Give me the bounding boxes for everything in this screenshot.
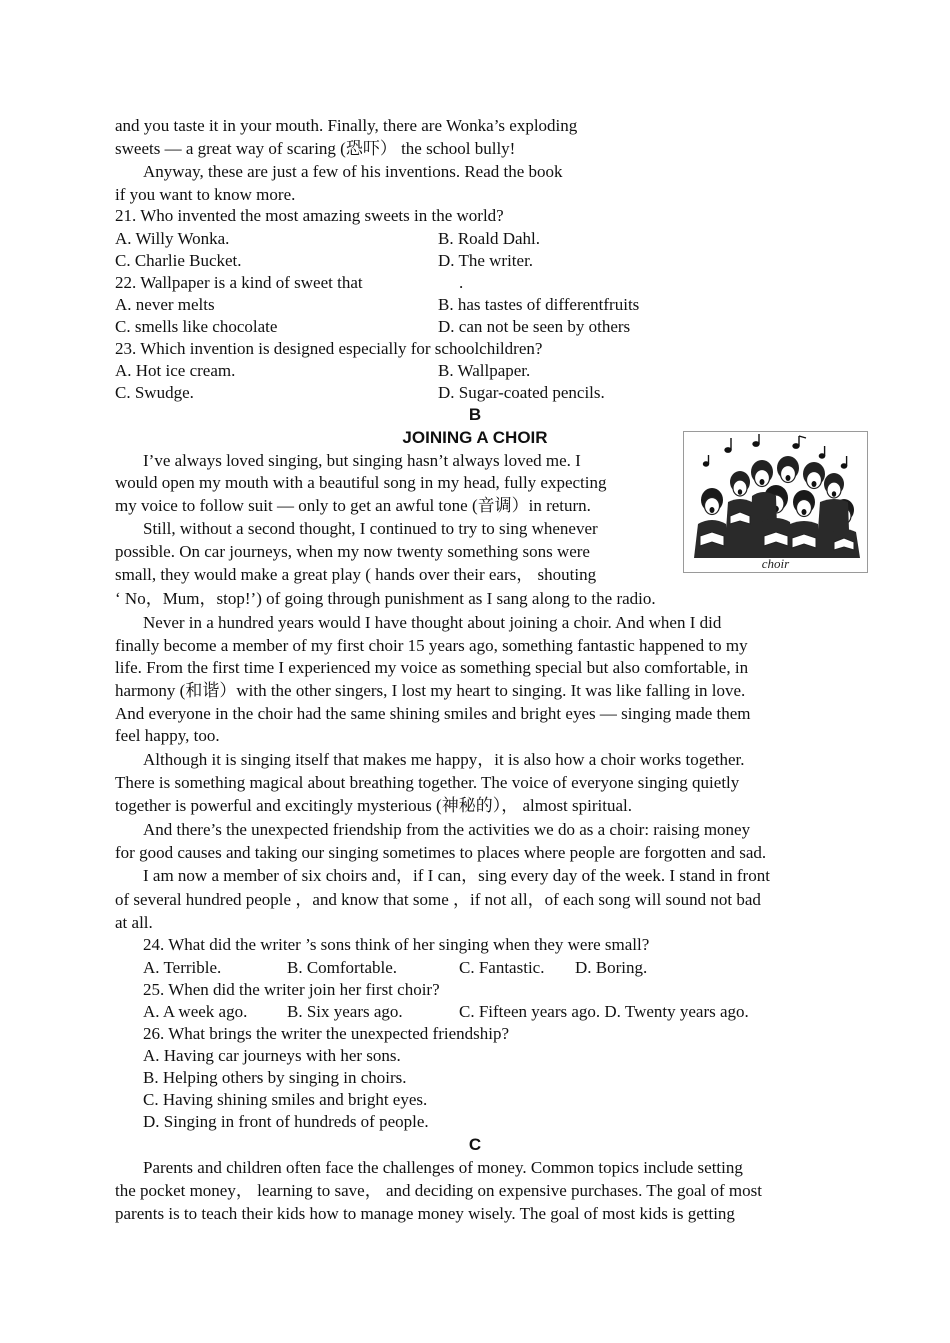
option-26-a: A. Having car journeys with her sons. [143,1046,401,1065]
option-22-d: D. can not be seen by others [438,317,631,336]
question-26: 26. What brings the writer the unexpected friendship? [143,1024,510,1043]
option-25-a: A. A week ago. [143,1002,248,1021]
passage-b-line: And everyone in the choir had the same shining smiles and bright eyes — singing made them [115,704,751,723]
question-25: 25. When did the writer join her first choir? [143,980,440,999]
option-25-cd: C. Fifteen years ago. D. Twenty years ago. [459,1002,749,1021]
option-23-b: B. Wallpaper. [438,361,531,380]
passage-b-line: of several hundred people ，and know that some ，if not all，of each song will sound not bad [115,890,761,909]
option-24-a: A. Terrible. [143,958,222,977]
passage-b-line: my voice to follow suit — only to get an awful tone (音调）in return. [115,496,591,515]
passage-b-line: Still, without a second thought, I continued to try to sing whenever [143,519,598,538]
question-22: 22. Wallpaper is a kind of sweet that [115,273,363,292]
choir-illustration [684,432,867,558]
choir-image [683,431,868,573]
option-21-b: B. Roald Dahl. [438,229,540,248]
section-b-title: JOINING A CHOIR [402,428,548,447]
option-24-c: C. Fantastic. [459,958,545,977]
passage-b-line: harmony (和谐）with the other singers, I lost my heart to singing. It was like falling in love. [115,681,746,700]
option-22-a: A. never melts [115,295,215,314]
passage-b-line: for good causes and taking our singing sometimes to places where people are forgotten and sad. [115,843,767,862]
option-26-c: C. Having shining smiles and bright eyes. [143,1090,428,1109]
passage-b-line: small, they would make a great play ( hands over their ears， shouting [115,565,597,584]
option-26-b: B. Helping others by singing in choirs. [143,1068,407,1087]
option-22-b: B. has tastes of differentfruits [438,295,640,314]
option-26-d: D. Singing in front of hundreds of people. [143,1112,429,1131]
passage-b-line: I am now a member of six choirs and，if I can，sing every day of the week. I stand in front [143,866,770,885]
passage-b-line: together is powerful and excitingly mysterious (神秘的）， almost spiritual. [115,796,632,815]
option-23-a: A. Hot ice cream. [115,361,236,380]
passage-b-line: possible. On car journeys, when my now twenty something sons were [115,542,590,561]
section-c-label: C [468,1135,482,1154]
passage-a-line: Anyway, these are just a few of his inventions. Read the book [143,162,563,181]
choir-caption: choir [761,556,790,571]
passage-b-line: There is something magical about breathing together. The voice of everyone singing quietly [115,773,740,792]
option-22-c: C. smells like chocolate [115,317,278,336]
passage-b-line: ‘ No，Mum，stop!’) of going through punishment as I sang along to the radio. [115,589,656,608]
passage-b-line: Although it is singing itself that makes me happy，it is also how a choir works together. [143,750,745,769]
option-21-c: C. Charlie Bucket. [115,251,242,270]
question-22-blank: . [459,273,464,292]
passage-b-line: would open my mouth with a beautiful song in my head, fully expecting [115,473,607,492]
question-23: 23. Which invention is designed especially for schoolchildren? [115,339,543,358]
passage-a-line: sweets — a great way of scaring (恐吓） the school bully! [115,139,516,158]
option-24-d: D. Boring. [575,958,648,977]
question-21: 21. Who invented the most amazing sweets in the world? [115,206,504,225]
option-24-b: B. Comfortable. [287,958,398,977]
passage-c-line: the pocket money， learning to save， and deciding on expensive purchases. The goal of most [115,1181,762,1200]
question-24: 24. What did the writer ’s sons think of her singing when they were small? [143,935,650,954]
passage-b-line: feel happy, too. [115,726,220,745]
option-25-b: B. Six years ago. [287,1002,403,1021]
passage-b-line: I’ve always loved singing, but singing hasn’t always loved me. I [143,451,581,470]
option-23-d: D. Sugar-coated pencils. [438,383,605,402]
passage-c-line: parents is to teach their kids how to manage money wisely. The goal of most kids is getting [115,1204,735,1223]
passage-b-line: at all. [115,913,153,932]
passage-a-line: if you want to know more. [115,185,296,204]
passage-b-line: life. From the first time I experienced my voice as something special but also comfortable, in [115,658,749,677]
passage-c-line: Parents and children often face the challenges of money. Common topics include setting [143,1158,743,1177]
passage-b-line: finally become a member of my first choir 15 years ago, something fantastic happened to my [115,636,748,655]
passage-b-line: Never in a hundred years would I have thought about joining a choir. And when I did [143,613,722,632]
option-21-a: A. Willy Wonka. [115,229,230,248]
option-23-c: C. Swudge. [115,383,194,402]
passage-a-line: and you taste it in your mouth. Finally, there are Wonka’s exploding [115,116,578,135]
option-21-d: D. The writer. [438,251,534,270]
passage-b-line: And there’s the unexpected friendship from the activities we do as a choir: raising money [143,820,751,839]
section-b-label: B [468,405,482,424]
